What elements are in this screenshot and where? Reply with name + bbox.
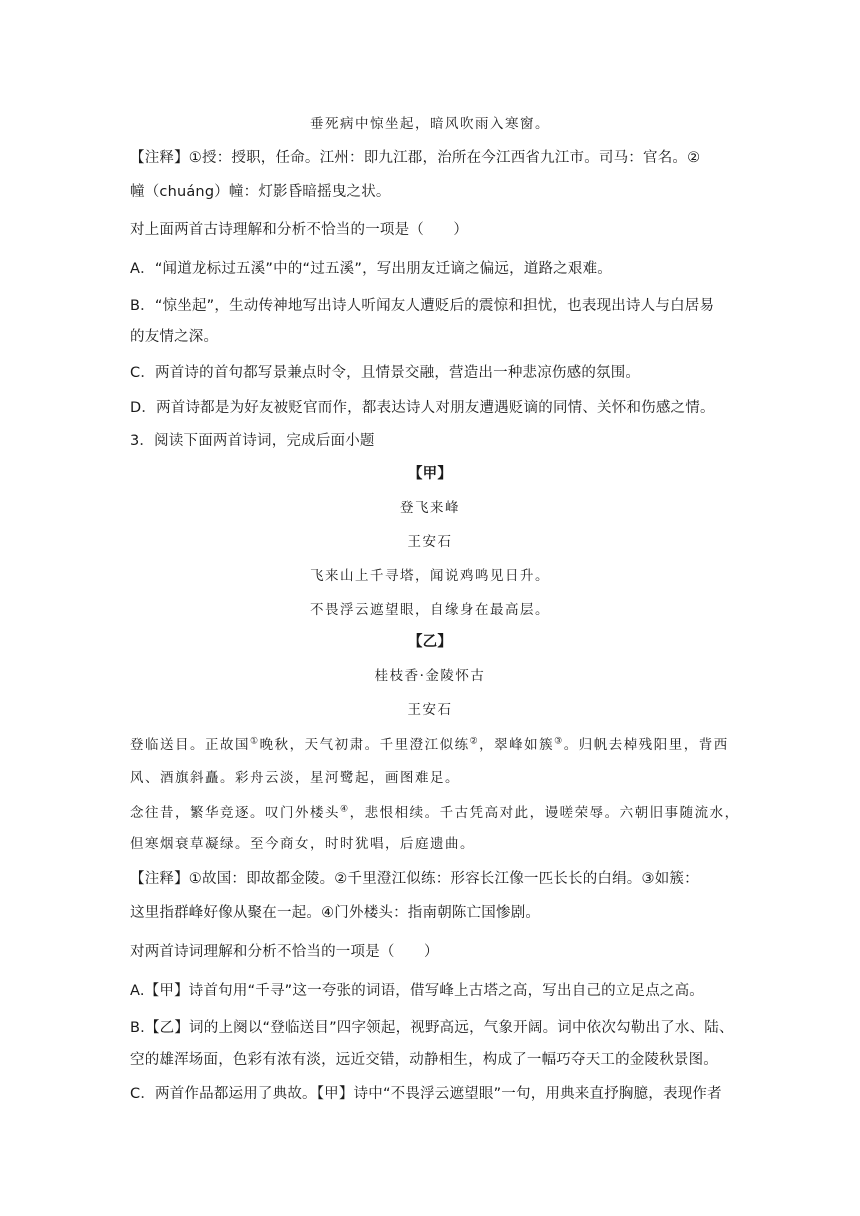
poem-yi-label: 【乙】 (407, 634, 453, 650)
q2-question: 对上面两首古诗理解和分析不恰当的一项是（ ） (130, 222, 469, 238)
poem-jia-label: 【甲】 (407, 466, 453, 482)
q3-note-line-2: 这里指群峰好像从聚在一起。④门外楼头：指南朝陈亡国惨剧。 (130, 905, 541, 921)
q3-option-b-line-2: 空的雄浑场面，色彩有浓有淡，远近交错，动静相生，构成了一幅巧夺天工的金陵秋景图。 (130, 1052, 718, 1068)
poem-yi-stanza-2-line-1: 念往昔，繁华竞逐。叹门外楼头④，悲恨相续。千古凭高对此，谩嗟荣辱。六朝旧事随流水， (130, 804, 740, 821)
footnote-marker: ④ (340, 804, 350, 815)
q3-option-c-line-1: C．两首作品都运用了典故。【甲】诗中“不畏浮云遮望眼”一句，用典来直抒胸臆，表现作者 (130, 1086, 722, 1102)
poem-jia-line-2: 不畏浮云遮望眼，自缘身在最高层。 (310, 602, 550, 618)
poem-jia-author: 王安石 (407, 534, 453, 550)
q3-option-b-line-1: B.【乙】词的上阕以“登临送目”四字领起，视野高远，气象开阔。词中依次勾勒出了水、陆、 (130, 1020, 734, 1036)
q2-option-d: D．两首诗都是为好友被贬官而作，都表达诗人对朋友遭遇贬谪的同情、关怀和伤感之情。 (130, 400, 715, 416)
poem-yi-author: 王安石 (407, 702, 453, 718)
poem-yi-stanza-1-line-2: 风、酒旗斜矗。彩舟云淡，星河鹭起，画图难足。 (130, 770, 460, 786)
q2-option-b-line-1: B．“惊坐起”，生动传神地写出诗人听闻友人遭贬后的震惊和担忧，也表现出诗人与白居易 (130, 298, 715, 314)
poem-yi-stanza-1-line-1: 登临送目。正故国①晚秋，天气初肃。千里澄江似练②，翠峰如簇③。归帆去棹残阳里，背西 (130, 736, 729, 753)
q3-question: 对两首诗词理解和分析不恰当的一项是（ ） (130, 944, 439, 960)
poem-yi-stanza-2-line-2: 但寒烟衰草凝绿。至今商女，时时犹唱，后庭遗曲。 (130, 836, 475, 852)
q2-note-line-2: 幢（chuáng）幢：灯影昏暗摇曳之状。 (130, 184, 391, 200)
poem-jia-line-1: 飞来山上千寻塔，闻说鸡鸣见日升。 (310, 568, 550, 584)
footnote-marker: ① (250, 736, 260, 747)
footnote-marker: ③ (554, 736, 564, 747)
poem-tail-line: 垂死病中惊坐起，暗风吹雨入寒窗。 (310, 116, 550, 132)
poem-jia-title: 登飞来峰 (400, 500, 460, 516)
q2-option-c: C．两首诗的首句都写景兼点时令，且情景交融，营造出一种悲凉伤感的氛围。 (130, 365, 641, 381)
q3-note-line-1: 【注释】①故国：即故都金陵。②千里澄江似练：形容长江像一匹长长的白绢。③如簇： (130, 871, 699, 887)
poem-yi-title: 桂枝香·金陵怀古 (374, 668, 486, 684)
footnote-marker: ② (469, 736, 480, 747)
q3-intro: 3．阅读下面两首诗词，完成后面小题 (130, 433, 375, 449)
q3-option-a: A.【甲】诗首句用“千寻”这一夸张的词语，借写峰上古塔之高，写出自己的立足点之高。 (130, 983, 704, 999)
q2-option-a: A．“闻道龙标过五溪”中的“过五溪”，写出朋友迁谪之偏远，道路之艰难。 (130, 261, 612, 277)
q2-note-line-1: 【注释】①授：授职，任命。江州：即九江郡，治所在今江西省九江市。司马：官名。② (130, 150, 701, 166)
q2-option-b-line-2: 的友情之深。 (130, 329, 219, 345)
